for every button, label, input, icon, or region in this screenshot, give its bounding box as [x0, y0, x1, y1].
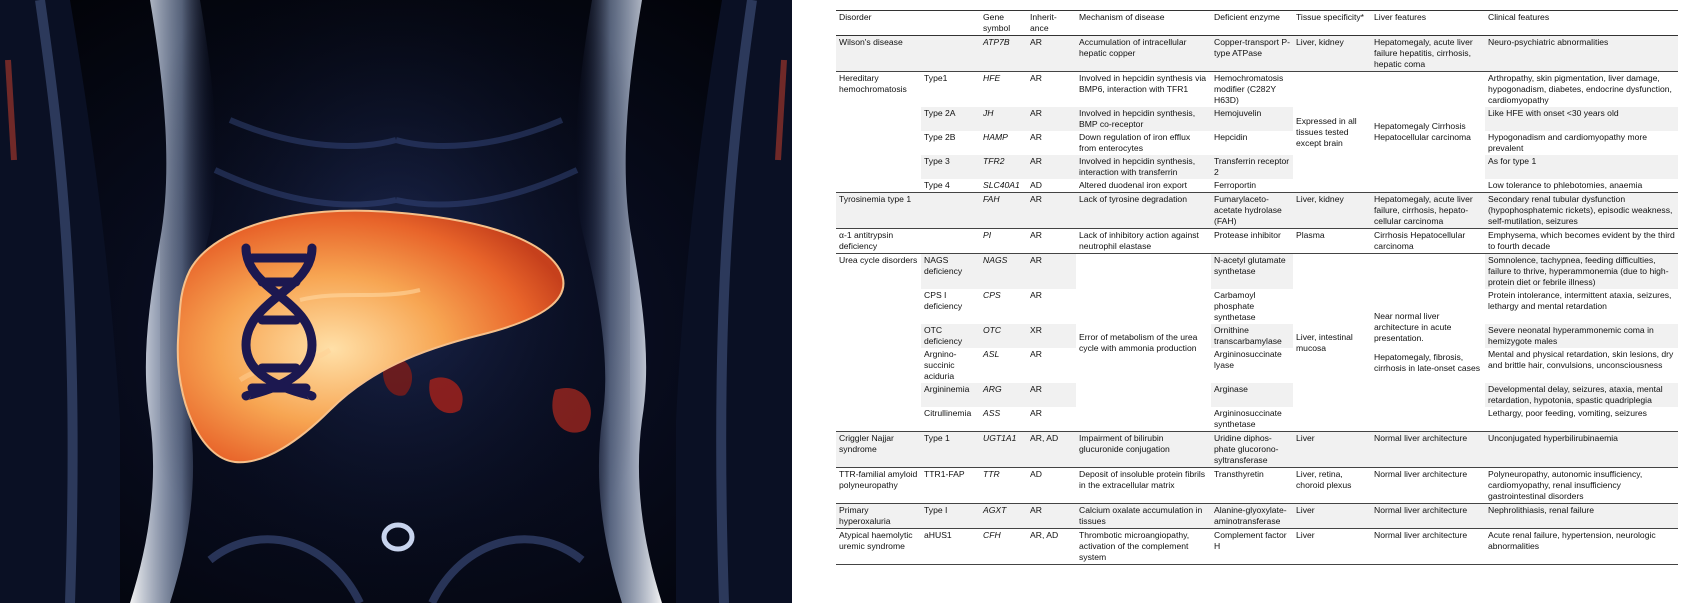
cell-inheritance: AR	[1030, 290, 1042, 300]
cell-enzyme: Ferroportin	[1214, 180, 1257, 190]
cell-gene: CPS	[983, 290, 1001, 300]
cell-inheritance: AR	[1027, 229, 1076, 254]
cell-clinical: Emphysema, which becomes evident by the third to fourth decade	[1485, 229, 1678, 254]
cell-disorder: TTR-familial amyloid polyneuropathy	[836, 468, 921, 504]
cell-clinical: Lethargy, poor feeding, vomiting, seizures	[1488, 408, 1647, 418]
cell-subtype: TTR1-FAP	[921, 468, 980, 504]
cell-mechanism: Calcium oxalate accumulation in tissues	[1076, 504, 1211, 529]
cell-subtype: aHUS1	[921, 529, 980, 565]
cell-subtype: Type 1	[921, 432, 980, 468]
cell-subtype: Argininemia	[921, 383, 980, 407]
table-row-urea-otc	[836, 324, 1678, 348]
genetic-liver-disorders-table-panel	[836, 10, 1678, 565]
liver-features-acute: Near normal liver architecture in acute presentation.	[1374, 311, 1452, 343]
cell-subtype	[921, 36, 980, 72]
cell-gene: NAGS	[980, 254, 1027, 290]
header-deficient-enzyme: Deficient enzyme	[1211, 11, 1293, 36]
table-row-urea-arg	[836, 383, 1678, 407]
liver-illustration	[0, 0, 792, 603]
table-row-hemo-type2a	[836, 107, 1678, 131]
cell-gene: FAH	[980, 193, 1027, 229]
cell-mechanism: Thrombotic microangiopathy, activation of the complement system	[1076, 529, 1211, 565]
cell-inheritance: AR	[1027, 193, 1076, 229]
cell-liver: Hepatomegaly, acute liver failure, cirrhosis, hepato-cellular carcinoma	[1371, 193, 1485, 229]
cell-disorder: Wilson's disease	[836, 36, 921, 72]
cell-gene: ARG	[980, 383, 1027, 407]
cell-clinical: Neuro-psychiatric abnormalities	[1485, 36, 1678, 72]
table-row-urea-ass	[836, 407, 1678, 432]
cell-clinical: Like HFE with onset <30 years old	[1485, 107, 1678, 131]
cell-inheritance: AD	[1027, 468, 1076, 504]
cell-tissue: Liver	[1293, 432, 1371, 468]
cell-disorder: α-1 antitrypsin deficiency	[836, 229, 921, 254]
table-row-urea-cps	[836, 289, 1678, 324]
cell-enzyme: Transthyretin	[1211, 468, 1293, 504]
header-inheritance: Inherit-ance	[1027, 11, 1076, 36]
cell-inheritance: AR	[1030, 132, 1042, 142]
header-disorder: Disorder	[836, 11, 921, 36]
cell-subtype: Type 2B	[924, 132, 956, 142]
header-tissue-specificity: Tissue specificity*	[1293, 11, 1371, 36]
cell-inheritance: AR, AD	[1027, 529, 1076, 565]
cell-gene: TFR2	[980, 155, 1027, 179]
cell-enzyme: Transferrin receptor 2	[1211, 155, 1293, 179]
cell-mechanism: Lack of tyrosine degradation	[1076, 193, 1211, 229]
table-row-hemo-type2b	[836, 131, 1678, 155]
cell-liver: Hepatomegaly Cirrhosis Hepatocellular carcinoma	[1371, 72, 1485, 193]
cell-enzyme: Hemochromatosis modifier (C282Y H63D)	[1211, 72, 1293, 108]
table-row-hemo-type1	[836, 72, 1678, 108]
cell-enzyme: Copper-transport P-type ATPase	[1211, 36, 1293, 72]
cell-mechanism: Error of metabolism of the urea cycle with ammonia production	[1076, 254, 1211, 432]
cell-enzyme: Complement factor H	[1211, 529, 1293, 565]
table-row-crigler-najjar	[836, 432, 1678, 468]
table-row-wilson	[836, 36, 1678, 72]
table-row-ttr-fap	[836, 468, 1678, 504]
cell-disorder: Atypical haemolytic uremic syndrome	[836, 529, 921, 565]
cell-subtype: Argnino-succinic aciduria	[924, 349, 957, 381]
cell-subtype: Type I	[921, 504, 980, 529]
cell-clinical: Severe neonatal hyperammonemic coma in hemizygote males	[1485, 324, 1678, 348]
cell-inheritance: AR	[1027, 72, 1076, 108]
cell-clinical: Arthropathy, skin pigmentation, liver damage, hypogonadism, diabetes, endocrine dysfunction, cardiomyopathy	[1485, 72, 1678, 108]
cell-tissue: Liver, intestinal mucosa	[1293, 254, 1371, 432]
cell-clinical: Protein intolerance, intermittent ataxia, seizures, lethargy and mental retardation	[1488, 290, 1672, 311]
header-subtype	[921, 11, 980, 36]
cell-subtype: Type 4	[924, 180, 950, 190]
liver-features-late-onset: Hepatomegaly, fibrosis, cirrhosis in late-onset cases	[1374, 352, 1481, 373]
cell-subtype	[921, 229, 980, 254]
cell-clinical: As for type 1	[1485, 155, 1678, 179]
cell-gene: CFH	[980, 529, 1027, 565]
cell-liver: Normal liver architecture	[1371, 529, 1485, 565]
cell-clinical: Hypogonadism and cardiomyopathy more prevalent	[1488, 132, 1648, 153]
cell-mechanism: Involved in hepcidin synthesis, BMP co-receptor	[1076, 107, 1211, 131]
cell-liver: Normal liver architecture	[1371, 468, 1485, 504]
cell-gene: ASL	[983, 349, 1000, 359]
cell-mechanism: Deposit of insoluble protein fibrils in the extracellular matrix	[1076, 468, 1211, 504]
cell-gene: TTR	[980, 468, 1027, 504]
cell-gene: ATP7B	[980, 36, 1027, 72]
cell-mechanism: Accumulation of intracellular hepatic copper	[1076, 36, 1211, 72]
header-clinical-features: Clinical features	[1485, 11, 1678, 36]
cell-gene: UGT1A1	[980, 432, 1027, 468]
header-gene-symbol: Gene symbol	[980, 11, 1027, 36]
cell-subtype: Type 2A	[921, 107, 980, 131]
cell-gene: HAMP	[983, 132, 1008, 142]
cell-subtype	[921, 193, 980, 229]
cell-mechanism: Impairment of bilirubin glucuronide conjugation	[1076, 432, 1211, 468]
cell-gene: ASS	[983, 408, 1001, 418]
cell-inheritance: AD	[1030, 180, 1042, 190]
cell-subtype: Citrullinemia	[924, 408, 972, 418]
cell-inheritance: AR	[1027, 383, 1076, 407]
table-row-urea-nags	[836, 254, 1678, 290]
cell-clinical: Low tolerance to phlebotomies, anaemia	[1488, 180, 1643, 190]
table-header-row	[836, 11, 1678, 36]
cell-clinical: Acute renal failure, hypertension, neurologic abnormalities	[1485, 529, 1678, 565]
cell-enzyme: Arginase	[1211, 383, 1293, 407]
cell-inheritance: AR	[1030, 408, 1042, 418]
cell-inheritance: AR	[1027, 36, 1076, 72]
cell-gene: AGXT	[980, 504, 1027, 529]
cell-tissue: Liver	[1293, 529, 1371, 565]
cell-clinical: Developmental delay, seizures, ataxia, mental retardation, hypotonia, spastic quadriplegia	[1485, 383, 1678, 407]
cell-enzyme: Hepcidin	[1214, 132, 1248, 142]
cell-gene: JH	[980, 107, 1027, 131]
cell-subtype: Type1	[921, 72, 980, 108]
table-row-urea-asl	[836, 348, 1678, 383]
cell-clinical: Secondary renal tubular dysfunction (hypophosphatemic rickets), episodic weakness, self-mutilation, seizures	[1485, 193, 1678, 229]
cell-disorder: Hereditary hemochromatosis	[836, 72, 921, 193]
cell-subtype: OTC deficiency	[921, 324, 980, 348]
cell-clinical: Unconjugated hyperbilirubinaemia	[1485, 432, 1678, 468]
cell-disorder: Criggler Najjar syndrome	[836, 432, 921, 468]
table-row-hyperoxaluria	[836, 504, 1678, 529]
cell-tissue: Liver	[1293, 504, 1371, 529]
cell-tissue: Liver, retina, choroid plexus	[1293, 468, 1371, 504]
cell-liver: Normal liver architecture	[1371, 432, 1485, 468]
cell-inheritance: AR	[1027, 155, 1076, 179]
cell-mechanism: Lack of inhibitory action against neutrophil elastase	[1076, 229, 1211, 254]
cell-inheritance: AR	[1027, 107, 1076, 131]
cell-liver: Cirrhosis Hepatocellular carcinoma	[1371, 229, 1485, 254]
cell-gene: PI	[980, 229, 1027, 254]
cell-mechanism: Involved in hepcidin synthesis via BMP6, interaction with TFR1	[1076, 72, 1211, 108]
cell-enzyme: N-acetyl glutamate synthetase	[1211, 254, 1293, 290]
cell-enzyme: Uridine diphos-phate glucorono-syltransferase	[1211, 432, 1293, 468]
cell-clinical: Somnolence, tachypnea, feeding difficulties, failure to thrive, hyperammonemia (due to high-protein diet or febrile illness)	[1485, 254, 1678, 290]
cell-disorder: Tyrosinemia type 1	[836, 193, 921, 229]
cell-liver	[1371, 254, 1485, 432]
table-row-hemo-type3	[836, 155, 1678, 179]
cell-enzyme: Argininosuccinate lyase	[1214, 349, 1282, 370]
cell-disorder: Urea cycle disorders	[836, 254, 921, 432]
cell-enzyme: Argininosuccinate synthetase	[1214, 408, 1282, 429]
header-mechanism: Mechanism of disease	[1076, 11, 1211, 36]
cell-mechanism: Down regulation of iron efflux from enterocytes	[1079, 132, 1191, 153]
cell-liver: Hepatomegaly, acute liver failure hepatitis, cirrhosis, hepatic coma	[1371, 36, 1485, 72]
table-row-hemo-type4	[836, 179, 1678, 193]
cell-tissue: Liver, kidney	[1293, 36, 1371, 72]
cell-enzyme: Fumarylaceto-acetate hydrolase (FAH)	[1211, 193, 1293, 229]
cell-disorder: Primary hyperoxaluria	[836, 504, 921, 529]
cell-subtype: CPS I deficiency	[924, 290, 963, 311]
table-row-tyrosinemia	[836, 193, 1678, 229]
table-row-a1at	[836, 229, 1678, 254]
cell-enzyme: Carbamoyl phosphate synthetase	[1214, 290, 1256, 322]
cell-tissue: Expressed in all tissues tested except brain	[1293, 72, 1371, 193]
cell-inheritance: AR, AD	[1027, 432, 1076, 468]
cell-enzyme: Protease inhibitor	[1211, 229, 1293, 254]
cell-gene: OTC	[980, 324, 1027, 348]
cell-enzyme: Ornithine transcarbamylase	[1211, 324, 1293, 348]
cell-inheritance: AR	[1030, 349, 1042, 359]
header-liver-features: Liver features	[1371, 11, 1485, 36]
table-row-ahus	[836, 529, 1678, 565]
cell-liver: Normal liver architecture	[1371, 504, 1485, 529]
genetic-liver-disorders-table	[836, 10, 1678, 565]
cell-inheritance: AR	[1027, 254, 1076, 290]
cell-clinical: Nephrolithiasis, renal failure	[1485, 504, 1678, 529]
cell-mechanism: Altered duodenal iron export	[1079, 180, 1187, 190]
cell-inheritance: XR	[1027, 324, 1076, 348]
cell-tissue: Plasma	[1293, 229, 1371, 254]
cell-gene: SLC40A1	[983, 180, 1020, 190]
cell-inheritance: AR	[1027, 504, 1076, 529]
cell-subtype: Type 3	[921, 155, 980, 179]
cell-enzyme: Hemojuvelin	[1211, 107, 1293, 131]
cell-subtype: NAGS deficiency	[921, 254, 980, 290]
cell-clinical: Polyneuropathy, autonomic insufficiency, cardiomyopathy, renal insufficiency gastrointestinal disorders	[1485, 468, 1678, 504]
cell-gene: HFE	[980, 72, 1027, 108]
cell-tissue: Liver, kidney	[1293, 193, 1371, 229]
cell-clinical: Mental and physical retardation, skin lesions, dry and brittle hair, convulsions, unconsciousness	[1488, 349, 1674, 370]
cell-enzyme: Alanine-glyoxylate-aminotransferase	[1211, 504, 1293, 529]
cell-mechanism: Involved in hepcidin synthesis, interaction with transferrin	[1076, 155, 1211, 179]
